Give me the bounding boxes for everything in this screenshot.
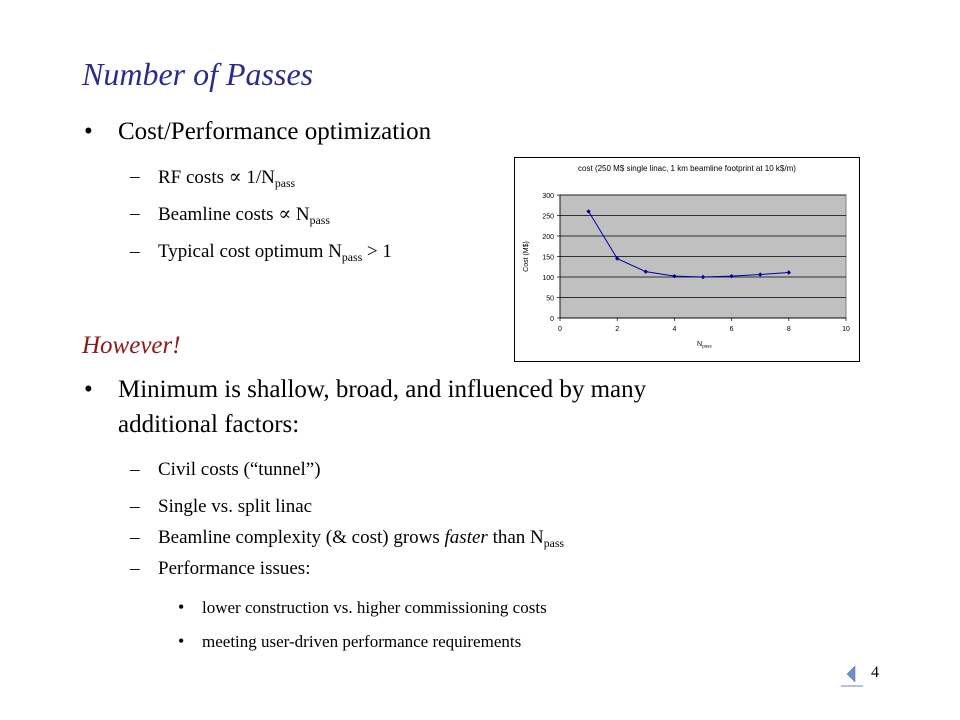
sub-bullet-text: 1/N — [241, 167, 275, 188]
sub-bullet-text: N — [291, 204, 310, 225]
y-tick-label: 300 — [542, 193, 554, 200]
dash-marker: – — [130, 203, 140, 224]
subscript: pass — [543, 537, 565, 551]
chart-plot — [515, 158, 859, 361]
x-tick-label: 4 — [672, 326, 677, 333]
y-axis-label: Cost (M$) — [523, 241, 530, 272]
sub-bullet-text: Typical cost optimum N — [158, 241, 342, 262]
subscript: pass — [341, 251, 363, 265]
dash-marker: – — [130, 241, 140, 262]
proportional-symbol: ∝ — [228, 167, 242, 188]
sub-bullet-text: > 1 — [362, 241, 392, 262]
dash-marker: – — [130, 166, 140, 187]
bullet-minimum-shallow — [84, 376, 647, 404]
y-tick-label: 200 — [542, 234, 554, 241]
y-tick-label: 150 — [542, 254, 554, 262]
dash-marker: – — [130, 558, 140, 579]
sub-bullet-text: Performance issues: — [158, 558, 311, 579]
x-tick-label: 8 — [786, 326, 791, 333]
y-tick-label: 100 — [542, 275, 554, 282]
bullet-marker: • — [84, 118, 93, 145]
dash-marker: – — [130, 527, 140, 548]
bullet-text: Cost/Performance optimization — [118, 118, 432, 145]
sub-bullet-beamline-costs — [130, 203, 330, 228]
bullet-minimum-continued — [118, 411, 299, 439]
subscript: pass — [309, 214, 330, 228]
sub-sub-bullet-requirements — [178, 631, 522, 652]
sub-bullet-rf-costs — [130, 166, 296, 191]
bullet-text: additional factors: — [118, 411, 300, 438]
proportional-symbol: ∝ — [278, 204, 292, 225]
bullet-marker: • — [178, 631, 185, 651]
dash-marker: – — [130, 459, 140, 480]
sub-sub-bullet-text: lower construction vs. higher commissioning costs — [202, 598, 547, 617]
dash-marker: – — [130, 496, 140, 517]
sub-bullet-civil-costs — [130, 459, 321, 481]
bullet-marker: • — [84, 376, 93, 403]
sub-bullet-text: RF costs — [158, 167, 229, 188]
bullet-cost-performance — [84, 118, 432, 146]
page-number: 4 — [871, 664, 879, 681]
however-heading: However! — [82, 332, 181, 359]
x-tick-label: 0 — [558, 326, 562, 333]
sub-sub-bullet-construction — [178, 597, 547, 618]
x-tick-label: 6 — [729, 326, 734, 333]
x-axis-label: $N_{pass}$ — [697, 341, 712, 349]
sub-bullet-beamline-complexity — [130, 527, 565, 551]
bullet-text: Minimum is shallow, broad, and influenced by many — [118, 376, 647, 403]
sub-sub-bullet-text: meeting user-driven performance requirements — [202, 632, 522, 651]
y-tick-label: 250 — [542, 213, 554, 221]
sub-bullet-text: Beamline complexity (& cost) grows — [158, 527, 445, 548]
back-arrow-icon[interactable] — [838, 662, 864, 688]
subscript: pass — [274, 177, 296, 191]
bullet-marker: • — [178, 597, 185, 617]
chart-title: cost (250 M$ single linac, 1 km beamline footprint at 10 k$/m) — [578, 164, 796, 173]
x-axis-label-subscript: pass — [702, 343, 712, 349]
slide-title: Number of Passes — [82, 56, 314, 92]
x-tick-label: 10 — [842, 326, 850, 333]
sub-bullet-text: Civil costs (“tunnel”) — [158, 459, 321, 480]
sub-bullet-typical-optimum — [130, 241, 392, 265]
sub-bullet-text: Beamline costs — [158, 204, 279, 225]
emphasis-text: faster — [444, 527, 488, 548]
cost-chart — [514, 157, 860, 362]
sub-bullet-performance-issues — [130, 558, 311, 580]
sub-bullet-text: than N — [487, 527, 544, 548]
sub-bullet-single-split — [130, 496, 313, 518]
y-tick-label: 50 — [546, 295, 554, 303]
y-tick-label: 0 — [550, 316, 554, 323]
sub-bullet-text: Single vs. split linac — [158, 496, 313, 517]
x-tick-label: 2 — [615, 326, 620, 333]
